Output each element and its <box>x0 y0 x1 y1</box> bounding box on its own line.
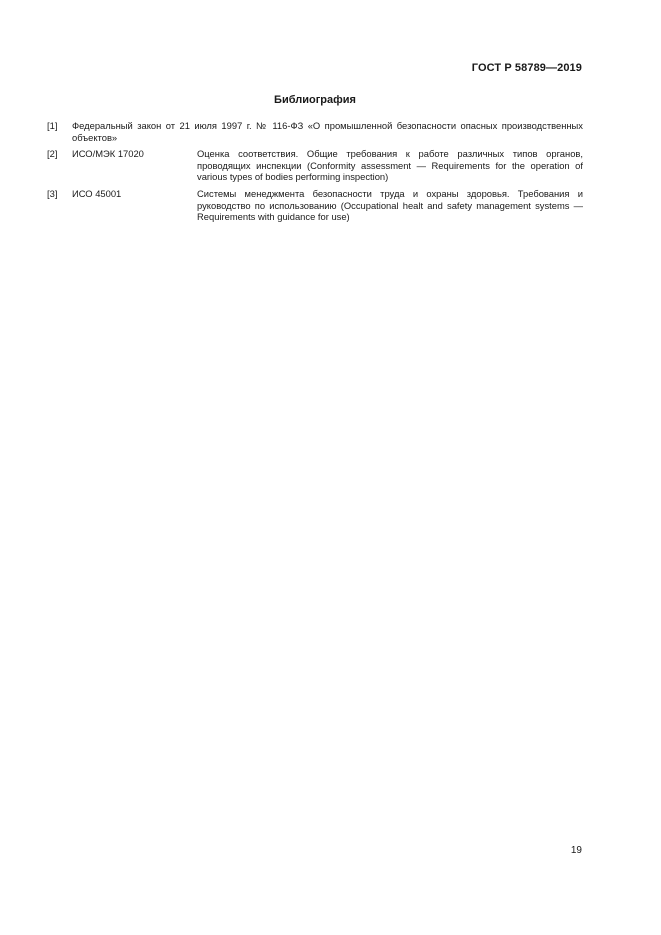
page-number: 19 <box>570 845 582 856</box>
entry-number: [2] <box>47 148 58 160</box>
bibliography-entry <box>47 148 583 183</box>
bibliography-entry <box>47 120 583 143</box>
entry-text: Оценка соответствия. Общие требования к работе различных типов органов, проводящих инспекции (Conformity assessment — Requirements for the operation of various types of bodies performing inspection) <box>197 148 583 183</box>
entry-text: Федеральный закон от 21 июля 1997 г. № 116-ФЗ «О промышленной безопасности опасных производственных объектов» <box>72 120 583 143</box>
entry-standard-code: ИСО 45001 <box>72 187 122 199</box>
entry-number: [1] <box>47 120 58 131</box>
entry-number: [3] <box>47 187 58 199</box>
section-title: Библиография <box>274 94 356 106</box>
bibliography-list <box>47 120 583 228</box>
entry-text: Системы менеджмента безопасности труда и охраны здоровья. Требования и руководство по использованию (Occupational healt and safety management systems — Requirements with guidance for use) <box>197 187 583 223</box>
bibliography-entry <box>47 188 583 223</box>
document-code: ГОСТ Р 58789—2019 <box>471 62 582 74</box>
entry-standard-code: ИСО/МЭК 17020 <box>72 148 144 160</box>
